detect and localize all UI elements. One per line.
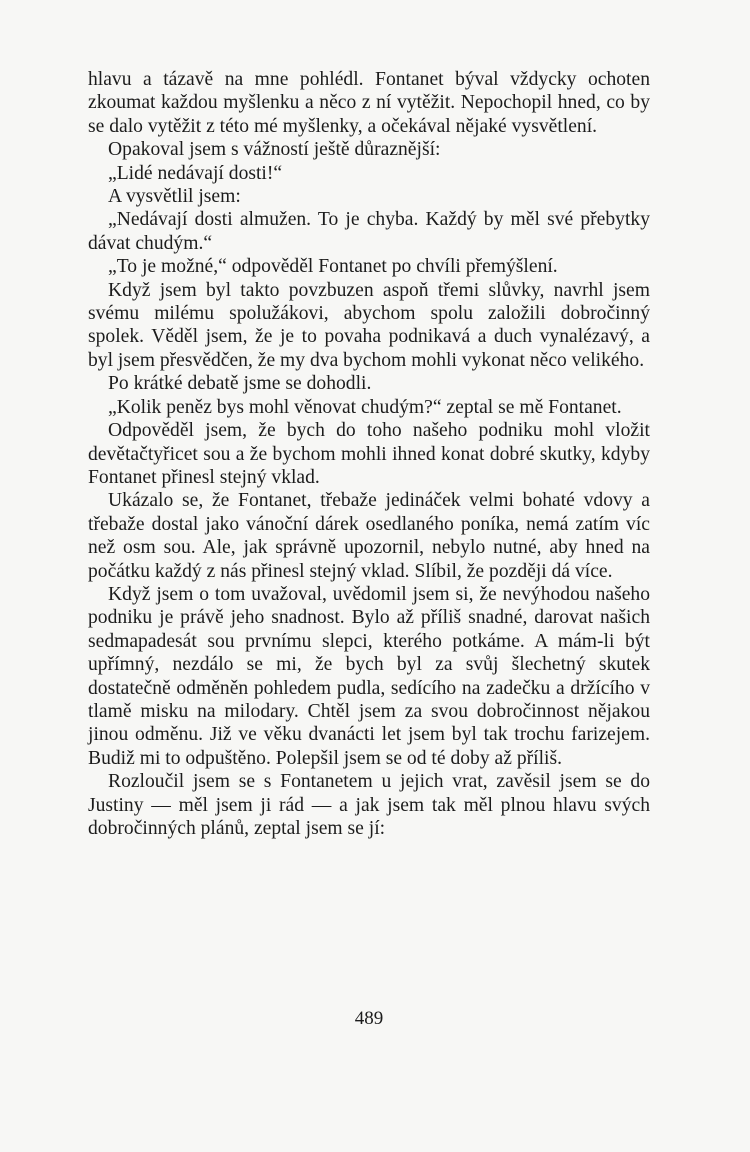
paragraph-12: Když jsem o tom uvažoval, uvědomil jsem si, že nevýhodou našeho podniku je právě jeho snadnost. Bylo až příliš snadné, darovat našich sedmapadesát sou prvnímu slepci, kterého potkáme. A mám-li být upřímný, nezdálo se mi, že bych byl za svůj šlechetný skutek dostatečně odměněn pohledem pudla, sedícího na zadečku a držícího v tlamě misku na milodary. Chtěl jsem za svou dobročinnost nějakou jinou odměnu. Již ve věku dvanácti let jsem byl tak trochu farizejem. Budiž mi to odpuštěno. Polepšil jsem se od té doby až příliš. [88, 583, 650, 769]
body-text [88, 68, 650, 840]
paragraph-10: Odpověděl jsem, že bych do toho našeho podniku mohl vložit devětačtyřicet sou a že bychom mohli ihned konat dobré skutky, kdyby Fontanet přinesl stejný vklad. [88, 420, 650, 488]
page-number: 489 [354, 1008, 384, 1029]
paragraph-11: Ukázalo se, že Fontanet, třebaže jedináček velmi bohaté vdovy a třebaže dostal jako vánoční dárek osedlaného poníka, nemá zatím víc než osm sou. Ale, jak správně upozornil, nebylo nutné, aby hned na počátku každý z nás přinesl stejný vklad. Slíbil, že později dá více. [88, 490, 650, 582]
paragraph-3: „Lidé nedávají dosti!“ [108, 162, 283, 184]
paragraph-9: „Kolik peněz bys mohl věnovat chudým?“ zeptal se mě Fontanet. [108, 396, 622, 418]
paragraph-8: Po krátké debatě jsme se dohodli. [108, 373, 372, 395]
book-page [88, 68, 650, 1029]
paragraph-13: Rozloučil jsem se s Fontanetem u jejich vrat, zavěsil jsem se do Justiny — měl jsem ji rád — a jak jsem tak měl plnou hlavu svých dobročinných plánů, zeptal jsem se jí: [88, 771, 650, 839]
paragraph-6: „To je možné,“ odpověděl Fontanet po chvíli přemýšlení. [108, 256, 558, 278]
paragraph-2: Opakoval jsem s vážností ještě důraznější: [108, 139, 441, 161]
paragraph-4: A vysvětlil jsem: [108, 186, 241, 208]
paragraph-5: „Nedávají dosti almužen. To je chyba. Každý by měl své přebytky dávat chudým.“ [88, 209, 650, 254]
paragraph-7: Když jsem byl takto povzbuzen aspoň třemi slůvky, navrhl jsem svému milému spolužákovi, abychom spolu založili dobročinný spolek. Věděl jsem, že je to povaha podnikavá a duch vynalézavý, a byl jsem přesvědčen, že my dva bychom mohli vykonat něco velikého. [88, 279, 650, 371]
paragraph-1: hlavu a tázavě na mne pohlédl. Fontanet býval vždycky ochoten zkoumat každou myšlenku a něco z ní vytěžit. Nepochopil hned, co by se dalo vytěžit z této mé myšlenky, a očekával nějaké vysvětlení. [88, 69, 650, 137]
